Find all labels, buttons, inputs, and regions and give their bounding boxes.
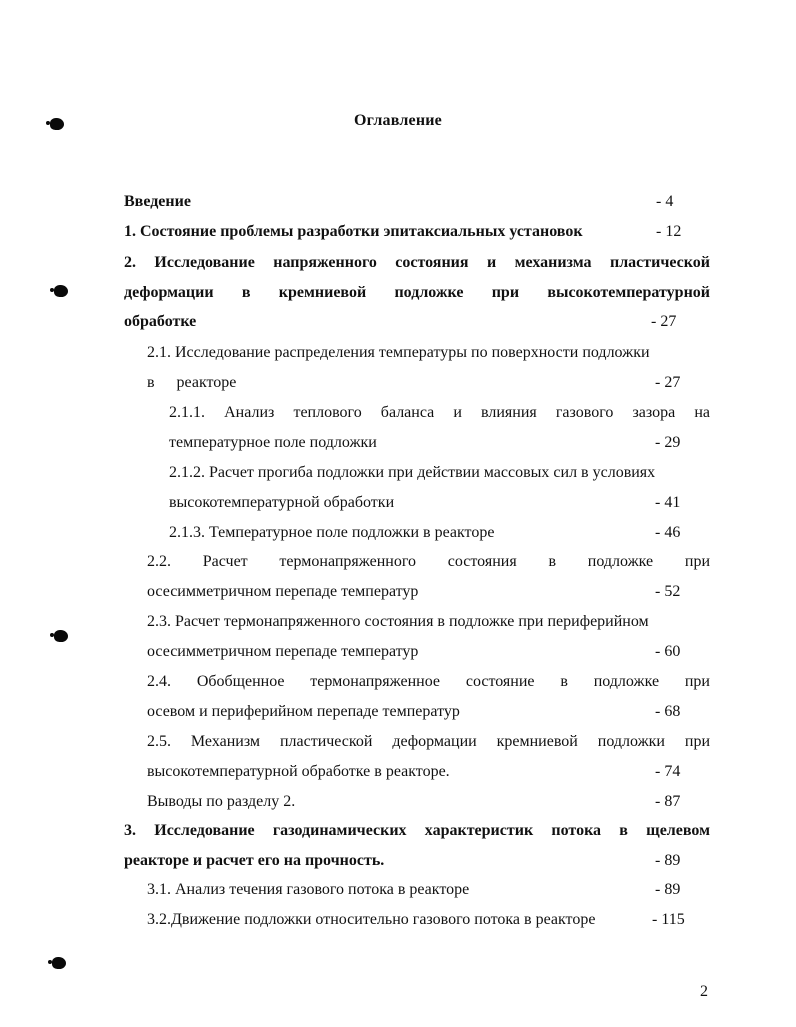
toc-page-number: - 115 (652, 911, 685, 928)
toc-page-number: - 74 (655, 763, 681, 780)
toc-entry-2-4-line2[interactable]: осевом и периферийном перепаде температур (147, 703, 460, 720)
page-title: Оглавление (354, 112, 442, 129)
toc-entry-2-1-2-line2[interactable]: высокотемпературной обработки (169, 494, 395, 511)
toc-page-number: - 89 (655, 852, 681, 869)
toc-page-number: - 29 (655, 434, 681, 451)
toc-page-number: - 52 (655, 583, 681, 600)
punch-hole-mark (52, 957, 66, 969)
toc-page-number: - 27 (655, 374, 681, 391)
toc-entry-3-1[interactable]: 3.1. Анализ течения газового потока в реакторе (147, 881, 470, 898)
toc-page-number: - 87 (655, 793, 681, 810)
toc-entry-text: Введение (124, 193, 191, 210)
toc-entry-conclusions-2[interactable]: Выводы по разделу 2. (147, 793, 296, 810)
toc-entry-2-1-line2[interactable]: в реакторе (147, 374, 237, 391)
toc-entry-2-1-2-line1[interactable]: 2.1.2. Расчет прогиба подложки при действии массовых сил в условиях (169, 464, 656, 481)
toc-entry-3-line2[interactable]: реакторе и расчет его на прочность. (124, 852, 385, 869)
toc-entry-2-line1[interactable]: 2. Исследование напряженного состояния и механизма пластической (124, 254, 710, 271)
toc-entry-2-5-line2[interactable]: высокотемпературной обработке в реакторе. (147, 763, 450, 780)
toc-page-number: - 41 (655, 494, 681, 511)
toc-entry-2-2-line2[interactable]: осесимметричном перепаде температур (147, 583, 419, 600)
toc-page-number: - 46 (655, 524, 681, 541)
toc-entry-1[interactable] (124, 220, 583, 244)
toc-entry-2-1-line1[interactable]: 2.1. Исследование распределения температуры по поверхности подложки (147, 344, 650, 361)
toc-entry-2-line2[interactable]: деформации в кремниевой подложке при высокотемпературной (124, 284, 710, 301)
toc-entry-2-4-line1[interactable]: 2.4. Обобщенное термонапряженное состояние в подложке при (147, 673, 710, 690)
toc-entry-2-1-1-line2[interactable]: температурное поле подложки (169, 434, 377, 451)
punch-hole-mark (54, 630, 68, 642)
toc-page-number: - 12 (656, 223, 682, 240)
toc-entry-2-3-line2[interactable]: осесимметричном перепаде температур (147, 643, 419, 660)
punch-hole-mark (54, 285, 68, 297)
toc-page-number: - 27 (651, 313, 677, 330)
toc-entry-intro[interactable] (124, 190, 191, 214)
toc-page-number: - 60 (655, 643, 681, 660)
toc-entry-2-1-3[interactable]: 2.1.3. Температурное поле подложки в реакторе (169, 524, 495, 541)
toc-entry-2-1-1-line1[interactable]: 2.1.1. Анализ теплового баланса и влияния газового зазора на (169, 404, 710, 421)
toc-page-number: - 89 (655, 881, 681, 898)
toc-entry-3-2[interactable]: 3.2.Движение подложки относительно газового потока в реакторе (147, 911, 596, 928)
punch-hole-mark (50, 118, 64, 130)
toc-entry-2-2-line1[interactable]: 2.2. Расчет термонапряженного состояния в подложке при (147, 553, 710, 570)
toc-entry-text: 1. Состояние проблемы разработки эпитаксиальных установок (124, 223, 583, 240)
toc-page-number: - 4 (656, 193, 674, 210)
toc-entry-2-5-line1[interactable]: 2.5. Механизм пластической деформации кремниевой подложки при (147, 733, 710, 750)
toc-entry-2-line3[interactable]: обработке (124, 313, 197, 330)
toc-entry-2-3-line1[interactable]: 2.3. Расчет термонапряженного состояния в подложке при периферийном (147, 613, 649, 630)
page-number: 2 (700, 983, 708, 1000)
toc-page-number: - 68 (655, 703, 681, 720)
toc-entry-3-line1[interactable]: 3. Исследование газодинамических характеристик потока в щелевом (124, 822, 710, 839)
